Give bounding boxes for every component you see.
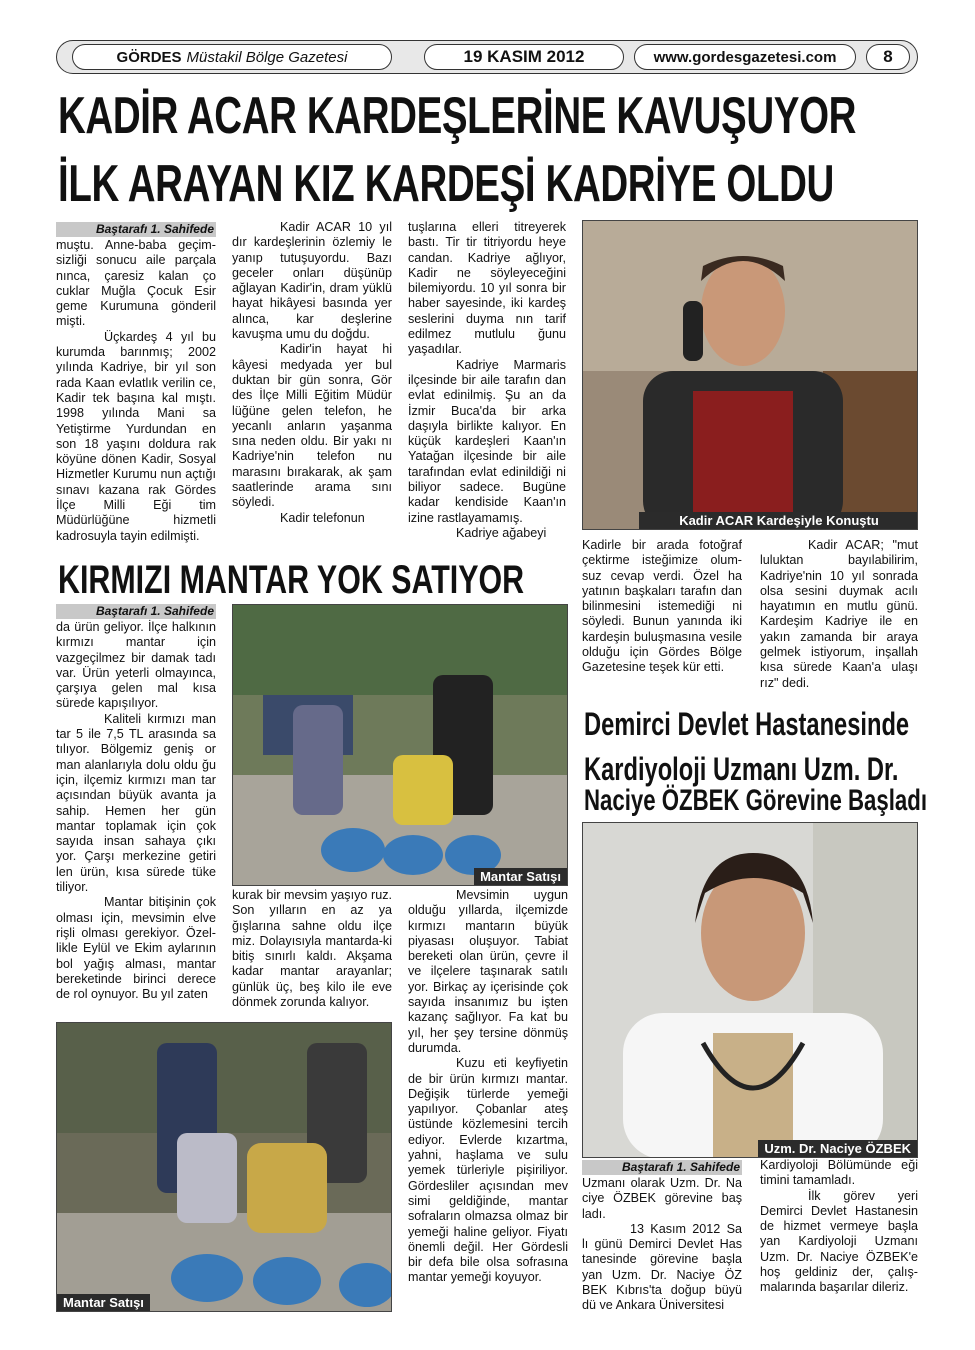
article1-column-2 xyxy=(232,220,392,552)
paragraph: da ürün geliyor. İlçe halkının kırmızı mantar için vazgeçilmez bir damak tadı var. Ürün yeterli olmayınca, çarşıya gelen mal kısa sürede kapışılıyor. xyxy=(56,620,216,711)
article2-column-2 xyxy=(232,888,392,1018)
headline-kardiyoloji: Kardiyoloji Uzmanı Uzm. Dr. xyxy=(584,751,899,787)
photo-naciye-ozbek xyxy=(582,822,918,1158)
article3-column-2 xyxy=(760,1158,918,1316)
continued-label: Baştarafı 1. Sahifede xyxy=(582,1160,742,1175)
photo-caption: Mantar Satışı xyxy=(474,868,567,885)
photo-mushroom-market-1-image xyxy=(233,605,568,886)
paragraph: kurak bir mevsim yaşıyo ruz. Son yılların en az ya ğışlarına sahne oldu ilçe miz. Dolayısıyla mantarda-ki bitiş sınırlı kaldı. Akşama kadar mantar arayanlar; günlük üç, beş kilo ile eve dönmek zorunda kalıyor. xyxy=(232,888,392,1010)
headline-demirci: Demirci Devlet Hastanesinde xyxy=(584,706,910,742)
article2-column-3 xyxy=(408,888,568,1314)
paragraph: Kadir telefonun xyxy=(280,510,365,525)
website-link[interactable]: www.gordesgazetesi.com xyxy=(634,44,856,70)
photo-mushroom-market-1 xyxy=(232,604,568,886)
paragraph: Kaliteli kırmızı man tar 5 ile 7,5 TL arasında sa tılıyor. Bölgemiz geniş or man alanlarıyla dolu oldu ğu için, ilçemiz kırmızı man tar açısından büyük avanta ja sahip. Hemen her gün mantar toplamak için çok sayıda insan sahaya çıkı yor. Çarşı merkezine getiri len ürün, kısa sürede tüke tiliyor. xyxy=(56,711,216,895)
paragraph: Kadriye Marmaris ilçesinde bir aile tarafın dan evlat edinilmiş. Şu an da İzmir Buca'da bir arka daşıyla birlikte kalıyor. En küçük kardeşleri Kaan'ın Yatağan ilçesinde bir aile tarafından evlat edinildiği ni biliyor sadece. Bugüne kadar kendiside Kaan'ın izine rastlayamamış. xyxy=(408,357,566,525)
paragraph: Kadir'in hayat hi kâyesi medyada yer bul duktan bir gün sonra, Gör des İlçe Milli Eğitim Müdür lüğüne gelen telefon, he yecanlı anların yaşanma sına neden oldu. Bir yakı nı Kadriye'nin telefon nu marasını bırakarak, ak şam saatlerinde arama sını söyledi. xyxy=(232,342,392,510)
article3-column-1 xyxy=(582,1160,742,1316)
paragraph: tuşlarına elleri titreyerek bastı. Tir tir titriyordu heye candan. Kadriye ağlıyor, Kadir ne söyleyeceğini bilemiyordu. 10 yıl sonra bir haber sayesinde, iki kardeş seslerini duyma nın tarif edilmez mutlulu ğunu yaşadılar. xyxy=(408,220,566,357)
headline-kirmizi-mantar: KIRMIZI MANTAR YOK SATIYOR xyxy=(58,558,525,602)
paragraph: İlk görev yeri Demirci Devlet Hastanesin de hizmet vermeye başla yan Kardiyoloji Uzmanı Uzm. Dr. Naciye ÖZBEK'e hoş geldiniz der, çalış-malarında başarılar dileriz. xyxy=(760,1188,918,1295)
continued-label: Baştarafı 1. Sahifede xyxy=(56,222,216,237)
photo-caption: Mantar Satışı xyxy=(57,1294,150,1311)
paragraph: Kadirle bir arada fotoğraf çektirme isteğimize olum-suz cevap verdi. Özel ha yatının başkaları tarafın dan bilinmesini istemediği ni söyledi. Bunun yanında iki kardeşin buluşmasına vesile olduğu için Gördes Bölge Gazetesine teşek kür etti. xyxy=(582,538,742,675)
paragraph: muştu. Anne-baba geçim-sizliği sonucu aile parçala nınca, çaresiz kalan ço cuklar Muğla Çocuk Esir geme Kurumuna gönderil mişti. xyxy=(56,238,216,329)
paragraph: Kadriye ağabeyi xyxy=(456,525,547,540)
paragraph: Uzmanı olarak Uzm. Dr. Na ciye ÖZBEK görevine baş ladı. xyxy=(582,1176,742,1221)
headline-ilk-arayan: İLK ARAYAN KIZ KARDEŞİ KADRİYE OLDU xyxy=(58,155,834,213)
paragraph: Kadir ACAR; "mut luluktan bayılabilirim, Kadriye'nin 10 yıl sonrada olsa sesini duymak acılı hayatımın en mutlu günü. Kardeşim Kadriye ile en yakın zamanda bir araya gelmek istiyorum, inşallah kısa sürede Kaan'a ulaşı rız" dedi. xyxy=(760,538,918,690)
photo-caption: Kadir ACAR Kardeşiyle Konuştu xyxy=(639,512,918,529)
photo-mushroom-market-2-image xyxy=(57,1023,392,1312)
paper-name: GÖRDES xyxy=(116,48,182,66)
photo-kadir-acar-image xyxy=(583,221,918,530)
article1-column-4 xyxy=(582,538,742,698)
headline-naciye-ozbek: Naciye ÖZBEK Görevine Başladı xyxy=(584,784,928,817)
photo-naciye-ozbek-image xyxy=(583,823,918,1158)
article1-column-5 xyxy=(760,538,918,698)
headline-kadir-acar: KADİR ACAR KARDEŞLERİNE KAVUŞUYOR xyxy=(58,87,857,145)
photo-caption: Uzm. Dr. Naciye ÖZBEK xyxy=(758,1140,917,1157)
paragraph: Kuzu eti keyfiyetin de bir ürün kırmızı mantar. Değişik türlerde yemeği yapılıyor. Çobanlar ateş üstünde közlemesini tercih ediyor. Evlerde kızartma, yahni, haşlama ve sulu yemek türleriyle pişiriliyor. Gördesliler açısından mev simi geldiğinde, mantar sofraların olmazsa olmaz bir yemeği haline geliyor. Fiyatı önemli değil. Her Gördesli bir defa bile olsa sofrasına mantar yemeği koyuyor. xyxy=(408,1056,568,1285)
article1-column-1 xyxy=(56,222,216,552)
paragraph: Kardiyoloji Bölümünde eği timini tamamladı. xyxy=(760,1158,918,1188)
paper-name-pill xyxy=(72,44,392,70)
paragraph: Üçkardeş 4 yıl bu kurumda barınmış; 2002 yılında Kadriye, bir yıl son rada Kaan evlatlık verilin ce, Kadir tek başına kal mıştı. 1998 yılında Mani sa Yetiştirme Yurdundan en son 18 yaşını doldura rak köyüne dönen Kadir, Sosyal Hizmetler Kurumu nun açtığı sınavı kazana rak Gördes İlçe Milli Eği tim Müdürlüğüne hizmetli kadrosuyla tayin edilmişti. xyxy=(56,329,216,543)
paragraph: 13 Kasım 2012 Sa lı günü Demirci Devlet Has tanesinde görevine başla yan Uzm. Dr. Naciye ÖZ BEK Kıbrıs'ta doğup büyü dü ve Ankara Üniversitesi xyxy=(582,1221,742,1313)
photo-kadir-acar xyxy=(582,220,918,530)
paragraph: Mantar bitişinin çok olması için, mevsimin elve rişli olması gerekiyor. Özel-likle Eylül ve Ekim aylarının bol yağış alması, mantar bereketinde birinci derece de rol oynuyor. Bu yıl zaten xyxy=(56,895,216,1002)
article2-column-1 xyxy=(56,604,216,1014)
paragraph: Kadir ACAR 10 yıl dır kardeşlerinin özlemiy le yanıp tutuşuyordu. Bazı geceler onları düşünüp ağlayan Kadir'in, dram yüklü hayat hikâyesi basında yer alınca, kar deşlerine kavuşma umu du doğdu. xyxy=(232,220,392,342)
paragraph: Mevsimin uygun olduğu yıllarda, ilçemizde kırmızı mantarın büyük piyasası oluşuyor. Tabiat bereketi olan ürün, çevre il ve ilçelere taşınarak satılı yor. Birkaç ay içerisinde çok sayıda insanımız bu işten kazanç sağlıyor. Fa kat bu yıl, her şey tersine dönmüş durumda. xyxy=(408,888,568,1055)
article1-column-3 xyxy=(408,220,566,552)
photo-mushroom-market-2 xyxy=(56,1022,392,1312)
continued-label: Baştarafı 1. Sahifede xyxy=(56,604,216,619)
page-number: 8 xyxy=(866,44,910,70)
paper-subtitle: Müstakil Bölge Gazetesi xyxy=(186,48,348,66)
issue-date: 19 KASIM 2012 xyxy=(424,44,624,70)
